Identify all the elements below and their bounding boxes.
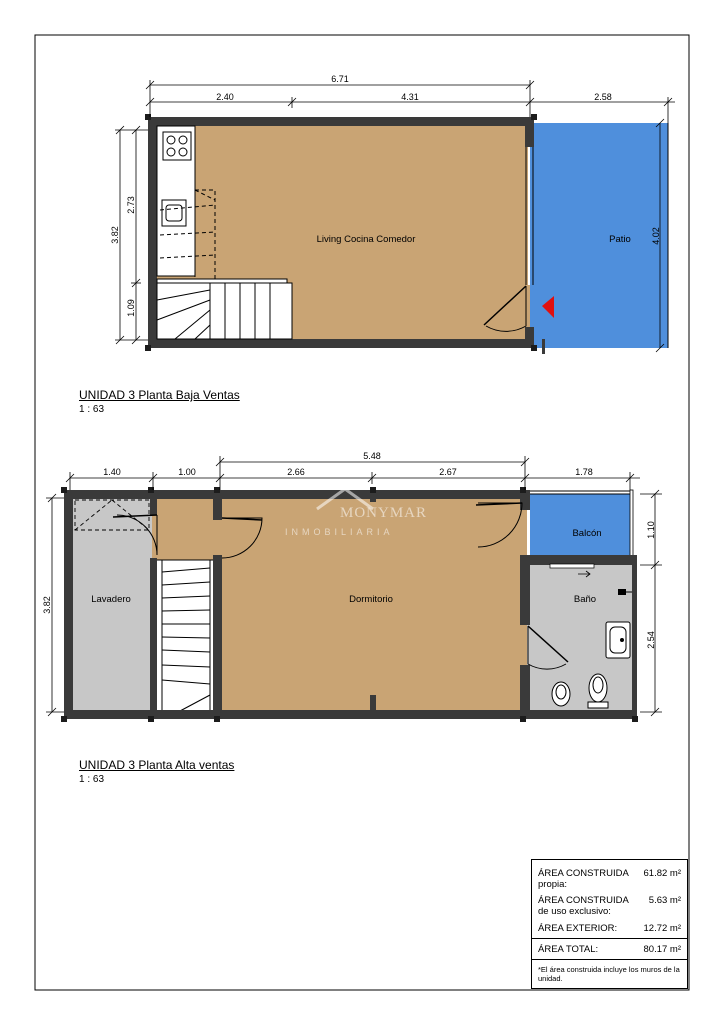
- area-footnote: *El área construida incluye los muros de la unidad.: [538, 965, 680, 983]
- room-label-lavadero: Lavadero: [91, 594, 131, 605]
- dim-ground-height-total: 3.82: [110, 226, 120, 244]
- dim-patio-height: 4.02: [651, 227, 661, 245]
- dim-patio-width: 2.58: [594, 92, 612, 102]
- dim-ground-right-width: 4.31: [401, 92, 419, 102]
- area-row-label: ÁREA CONSTRUIDA de uso exclusivo:: [538, 895, 629, 917]
- balcony-area: [530, 494, 630, 556]
- dim-upper-w4: 2.67: [439, 467, 457, 477]
- room-label-bano: Baño: [573, 594, 597, 605]
- dim-bath-height: 2.54: [646, 631, 656, 649]
- upper-plan-scale: 1 : 63: [79, 774, 105, 785]
- upper-plan-caption: [79, 758, 234, 787]
- area-summary-table: [531, 859, 688, 989]
- dim-upper-total-width: 5.48: [363, 451, 381, 461]
- area-row-value: 80.17 m²: [643, 944, 681, 955]
- watermark-brand: MONYMAR: [340, 505, 428, 521]
- dim-balcony-width: 1.78: [575, 467, 593, 477]
- watermark-sub: INMOBILIARIA: [285, 527, 394, 537]
- ground-plan-scale: 1 : 63: [79, 404, 105, 415]
- room-label-patio: Patio: [609, 234, 631, 245]
- ground-floor-plan: [110, 74, 675, 354]
- area-row-label: ÁREA EXTERIOR:: [538, 923, 618, 934]
- dim-ground-height-upper: 2.73: [126, 196, 136, 214]
- ground-stair: [157, 279, 292, 339]
- area-row-label: ÁREA TOTAL:: [538, 944, 599, 955]
- watermark-logo: [285, 485, 445, 545]
- dim-balcony-height: 1.10: [646, 521, 656, 539]
- dim-ground-total-width: 6.71: [331, 74, 349, 84]
- ground-plan-caption: [79, 388, 240, 417]
- area-row-value: 61.82 m²: [643, 868, 681, 879]
- dim-ground-left-width: 2.40: [216, 92, 234, 102]
- ground-plan-title: UNIDAD 3 Planta Baja Ventas: [79, 388, 240, 402]
- upper-stair: [155, 560, 215, 711]
- dim-upper-height-total: 3.82: [42, 596, 52, 614]
- upper-plan-title: UNIDAD 3 Planta Alta ventas: [79, 758, 235, 772]
- dim-upper-w1: 1.40: [103, 467, 121, 477]
- area-row-value: 5.63 m²: [648, 895, 681, 906]
- room-label-dormitorio: Dormitorio: [349, 594, 393, 605]
- area-divider: [532, 959, 687, 960]
- room-label-living: Living Cocina Comedor: [316, 234, 416, 245]
- room-label-balcon: Balcón: [572, 528, 602, 539]
- dim-upper-w2: 1.00: [178, 467, 196, 477]
- dim-upper-w3: 2.66: [287, 467, 305, 477]
- area-row-label: ÁREA CONSTRUIDA propia:: [538, 868, 629, 890]
- dim-ground-height-lower: 1.09: [126, 299, 136, 317]
- area-divider: [532, 938, 687, 939]
- area-row-value: 12.72 m²: [643, 923, 681, 934]
